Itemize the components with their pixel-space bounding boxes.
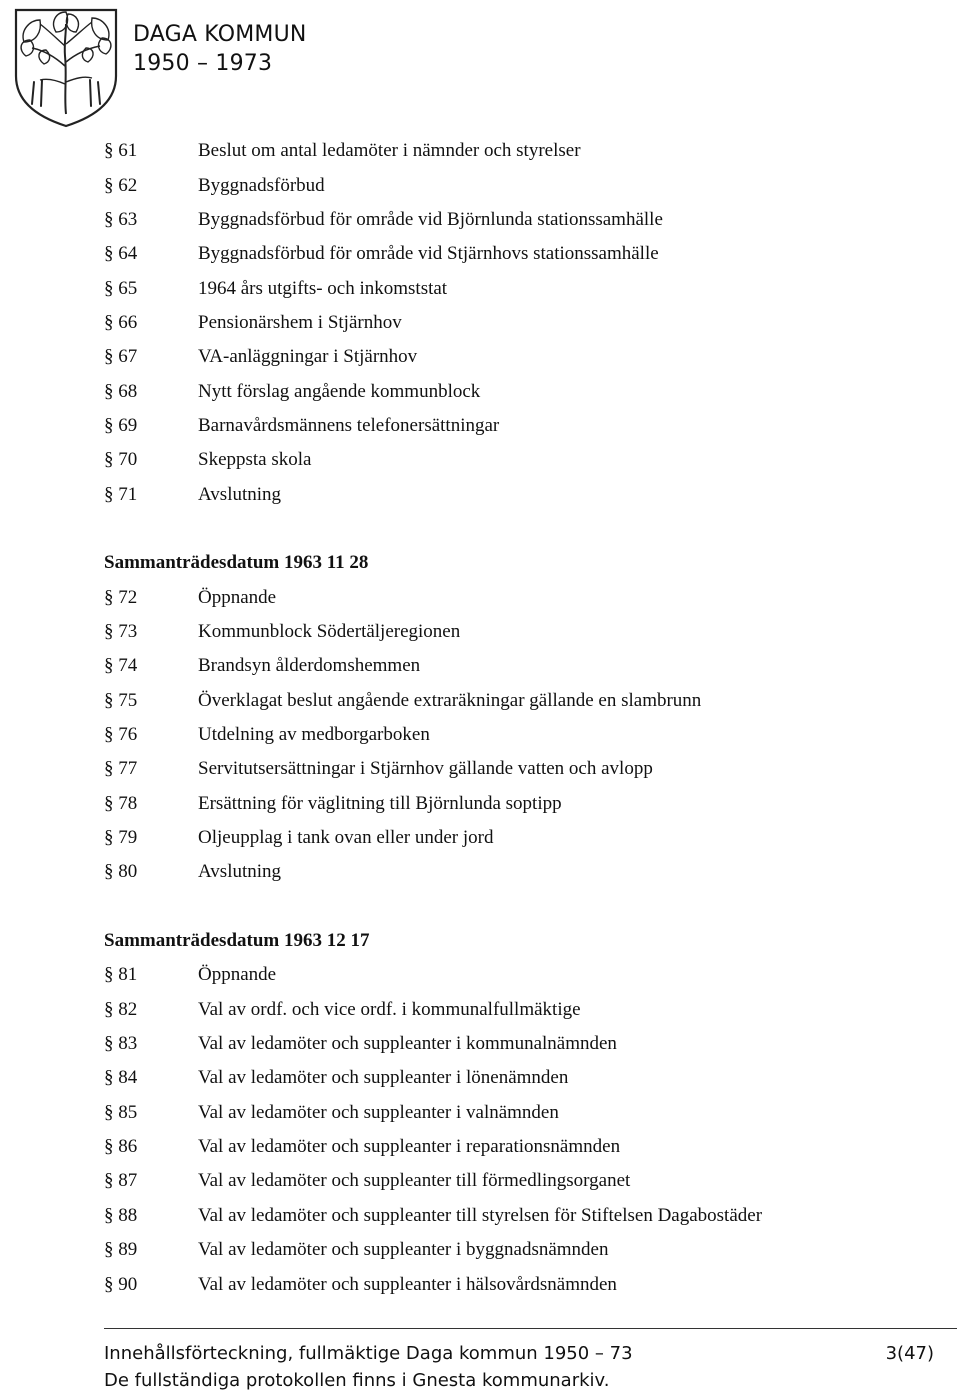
paragraph-title: Val av ledamöter och suppleanter i kommunalnämnden bbox=[198, 1033, 617, 1055]
paragraph-title: Öppnande bbox=[198, 586, 277, 608]
paragraph-number: § 65 bbox=[104, 277, 138, 299]
paragraph-number: § 86 bbox=[104, 1136, 138, 1158]
list-item bbox=[104, 1096, 944, 1130]
paragraph-title: Ersättning för väglitning till Björnlunda soptipp bbox=[198, 792, 562, 814]
paragraph-title: Avslutning bbox=[198, 483, 282, 505]
list-item bbox=[104, 615, 944, 649]
paragraph-title: Skeppsta skola bbox=[198, 449, 312, 471]
list-item bbox=[104, 958, 944, 992]
paragraph-title: Oljeupplag i tank ovan eller under jord bbox=[198, 827, 494, 849]
title-line-1: DAGA KOMMUN bbox=[133, 22, 307, 47]
list-item bbox=[104, 1267, 944, 1301]
paragraph-number: § 61 bbox=[104, 140, 138, 162]
list-item bbox=[104, 684, 944, 718]
paragraph-title: VA-anläggningar i Stjärnhov bbox=[198, 346, 418, 368]
paragraph-number: § 64 bbox=[104, 243, 138, 265]
paragraph-number: § 76 bbox=[104, 724, 138, 746]
list-item bbox=[104, 580, 944, 614]
paragraph-number: § 77 bbox=[104, 758, 138, 780]
list-item bbox=[104, 237, 944, 271]
paragraph-number: § 68 bbox=[104, 380, 138, 402]
footer-archive-note: De fullständiga protokollen finns i Gnesta kommunarkiv. bbox=[104, 1370, 610, 1391]
paragraph-number: § 78 bbox=[104, 792, 138, 814]
paragraph-number: § 85 bbox=[104, 1101, 138, 1123]
coat-of-arms-icon bbox=[10, 6, 122, 128]
paragraph-title: Pensionärshem i Stjärnhov bbox=[198, 311, 402, 333]
paragraph-title: Barnavårdsmännens telefonersättningar bbox=[198, 414, 500, 436]
list-item bbox=[104, 1027, 944, 1061]
paragraph-number: § 66 bbox=[104, 311, 138, 333]
paragraph-title: Beslut om antal ledamöter i nämnder och styrelser bbox=[198, 140, 581, 162]
list-item bbox=[104, 787, 944, 821]
paragraph-number: § 67 bbox=[104, 346, 138, 368]
paragraph-title: Val av ledamöter och suppleanter till styrelsen för Stiftelsen Dagabostäder bbox=[198, 1204, 763, 1226]
list-item bbox=[104, 477, 944, 511]
list-item bbox=[104, 821, 944, 855]
paragraph-number: § 89 bbox=[104, 1239, 138, 1261]
list-item bbox=[104, 1199, 944, 1233]
paragraph-title: Val av ledamöter och suppleanter till förmedlingsorganet bbox=[198, 1170, 631, 1192]
list-item bbox=[104, 409, 944, 443]
list-item bbox=[104, 443, 944, 477]
meeting-date-heading: Sammanträdesdatum 1963 11 28 bbox=[104, 552, 369, 574]
list-item bbox=[104, 718, 944, 752]
paragraph-number: § 74 bbox=[104, 655, 138, 677]
list-item bbox=[104, 1130, 944, 1164]
municipality-title bbox=[133, 20, 307, 78]
paragraph-number: § 71 bbox=[104, 483, 138, 505]
meeting-date-heading: Sammanträdesdatum 1963 12 17 bbox=[104, 930, 370, 952]
list-item bbox=[104, 203, 944, 237]
list-item bbox=[104, 306, 944, 340]
list-item bbox=[104, 649, 944, 683]
list-item bbox=[104, 1233, 944, 1267]
paragraph-title: Kommunblock Södertäljeregionen bbox=[198, 620, 461, 642]
paragraph-number: § 82 bbox=[104, 998, 138, 1020]
paragraph-number: § 75 bbox=[104, 689, 138, 711]
paragraph-title: Val av ledamöter och suppleanter i lönenämnden bbox=[198, 1067, 569, 1089]
paragraph-title: Öppnande bbox=[198, 964, 277, 986]
paragraph-title: Val av ordf. och vice ordf. i kommunalfullmäktige bbox=[198, 998, 581, 1020]
paragraph-title: Utdelning av medborgarboken bbox=[198, 724, 430, 746]
section-3 bbox=[104, 924, 944, 1302]
paragraph-number: § 79 bbox=[104, 827, 138, 849]
paragraph-number: § 69 bbox=[104, 414, 138, 436]
paragraph-number: § 84 bbox=[104, 1067, 138, 1089]
footer-divider bbox=[104, 1328, 957, 1329]
section-1 bbox=[104, 134, 944, 512]
paragraph-title: 1964 års utgifts- och inkomststat bbox=[198, 277, 448, 299]
footer-document-title: Innehållsförteckning, fullmäktige Daga kommun 1950 – 73 bbox=[104, 1343, 633, 1364]
paragraph-number: § 80 bbox=[104, 861, 138, 883]
list-item bbox=[104, 855, 944, 889]
paragraph-title: Byggnadsförbud för område vid Björnlunda stationssamhälle bbox=[198, 208, 663, 230]
list-item bbox=[104, 1061, 944, 1095]
paragraph-title: Avslutning bbox=[198, 861, 282, 883]
paragraph-number: § 81 bbox=[104, 964, 138, 986]
paragraph-title: Servitutsersättningar i Stjärnhov gällande vatten och avlopp bbox=[198, 758, 653, 780]
list-item bbox=[104, 1164, 944, 1198]
page-number: 3(47) bbox=[885, 1343, 934, 1364]
list-item bbox=[104, 134, 944, 168]
paragraph-title: Nytt förslag angående kommunblock bbox=[198, 380, 481, 402]
list-item bbox=[104, 271, 944, 305]
paragraph-number: § 62 bbox=[104, 174, 138, 196]
paragraph-title: Byggnadsförbud bbox=[198, 174, 325, 196]
title-line-2: 1950 – 1973 bbox=[133, 51, 273, 76]
section-2 bbox=[104, 546, 944, 889]
paragraph-title: Val av ledamöter och suppleanter i reparationsnämnden bbox=[198, 1136, 621, 1158]
list-item bbox=[104, 993, 944, 1027]
paragraph-number: § 90 bbox=[104, 1273, 138, 1295]
list-item bbox=[104, 340, 944, 374]
paragraph-title: Val av ledamöter och suppleanter i hälsovårdsnämnden bbox=[198, 1273, 617, 1295]
paragraph-number: § 72 bbox=[104, 586, 138, 608]
paragraph-number: § 70 bbox=[104, 449, 138, 471]
paragraph-title: Val av ledamöter och suppleanter i valnämnden bbox=[198, 1101, 559, 1123]
list-item bbox=[104, 374, 944, 408]
paragraph-number: § 83 bbox=[104, 1033, 138, 1055]
paragraph-title: Val av ledamöter och suppleanter i byggnadsnämnden bbox=[198, 1239, 609, 1261]
paragraph-title: Byggnadsförbud för område vid Stjärnhovs stationssamhälle bbox=[198, 243, 659, 265]
paragraph-number: § 63 bbox=[104, 208, 138, 230]
page-footer bbox=[104, 1340, 934, 1394]
paragraph-title: Brandsyn ålderdomshemmen bbox=[198, 655, 421, 677]
list-item bbox=[104, 752, 944, 786]
paragraph-number: § 73 bbox=[104, 620, 138, 642]
paragraph-number: § 88 bbox=[104, 1204, 138, 1226]
footer-row bbox=[104, 1340, 934, 1367]
list-item bbox=[104, 168, 944, 202]
table-of-contents bbox=[104, 134, 944, 1302]
paragraph-title: Överklagat beslut angående extraräkningar gällande en slambrunn bbox=[198, 689, 702, 711]
paragraph-number: § 87 bbox=[104, 1170, 138, 1192]
